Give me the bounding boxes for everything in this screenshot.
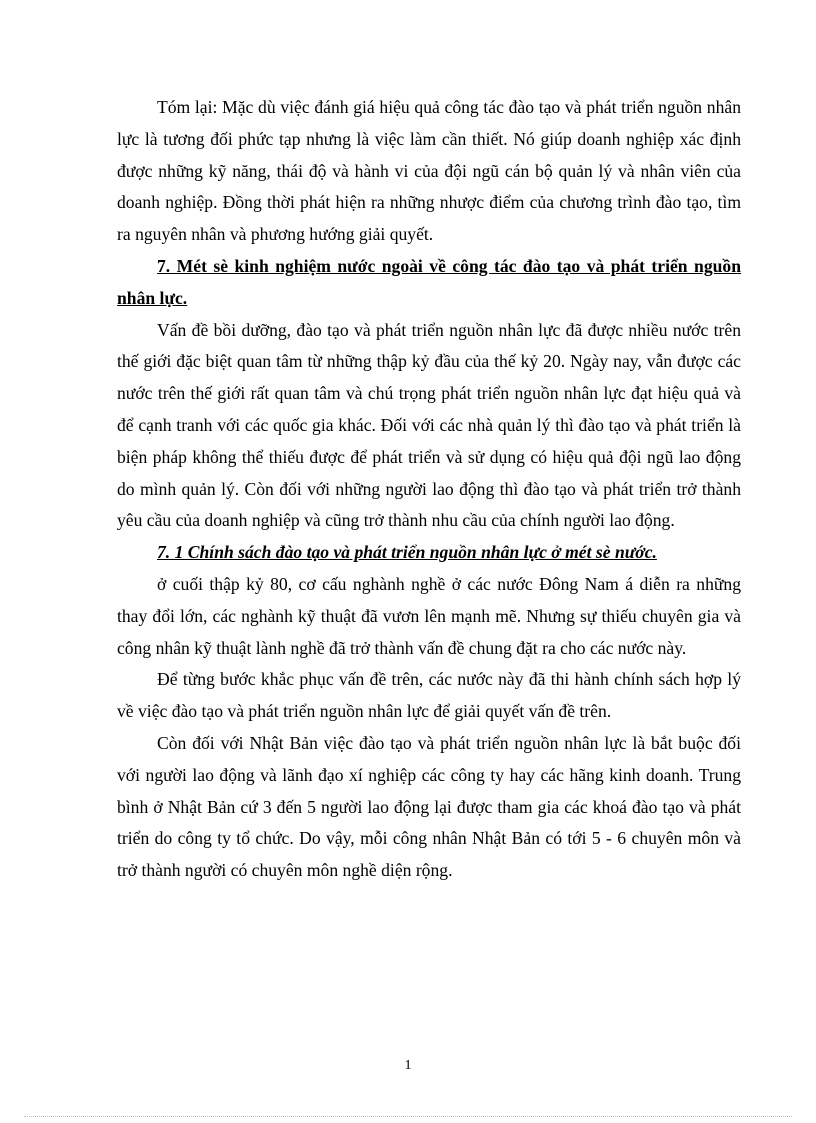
document-body bbox=[117, 92, 741, 887]
paragraph-intro: Vấn đề bồi dưỡng, đào tạo và phát triển nguồn nhân lực đã được nhiều nước trên thế giới đặc biệt quan tâm từ những thập kỷ đầu của thế kỷ 20. Ngày nay, vẫn được các nước trên thế giới rất quan tâm và chú trọng phát triển nguồn nhân lực đạt hiệu quả và để cạnh tranh với các quốc gia khác. Đối với các nhà quản lý thì đào tạo và phát triển là biện pháp không thể thiếu được để phát triển và sử dụng có hiệu quả đội ngũ lao động do mình quản lý. Còn đối với những người lao động thì đào tạo và phát triển trở thành yêu cầu của doanh nghiệp và cũng trở thành nhu cầu của chính người lao động. bbox=[117, 319, 741, 531]
paragraph-policy: Để từng bước khắc phục vấn đề trên, các nước này đã thi hành chính sách hợp lý về việc đào tạo và phát triển nguồn nhân lực để giải quyết vấn đề trên. bbox=[117, 669, 741, 722]
section-heading-7: 7. Mét sè kinh nghiệm nước ngoài về công tác đào tạo và phát triển nguồn nhân lực. bbox=[117, 255, 741, 308]
subsection-heading-7-1: 7. 1 Chính sách đào tạo và phát triển nguồn nhân lực ở mét sè nước. bbox=[157, 542, 657, 563]
paragraph-southeast-asia: ở cuối thập kỷ 80, cơ cấu nghành nghề ở các nước Đông Nam á diễn ra những thay đổi lớn, các nghành kỹ thuật đã vươn lên mạnh mẽ. Nhưng sự thiếu chuyên gia và công nhân kỹ thuật lành nghề đã trở thành vấn đề chung đặt ra cho các nước này. bbox=[117, 573, 741, 658]
paragraph-summary: Tóm lại: Mặc dù việc đánh giá hiệu quả công tác đào tạo và phát triển nguồn nhân lực là tương đối phức tạp nhưng là việc làm cần thiết. Nó giúp doanh nghiệp xác định được những kỹ năng, thái độ và hành vi của đội ngũ cán bộ quản lý và nhân viên của doanh nghiệp. Đồng thời phát hiện ra những nhược điểm của chương trình đào tạo, tìm ra nguyên nhân và phương hướng giải quyết. bbox=[117, 97, 741, 245]
page-number: 1 bbox=[404, 1058, 412, 1073]
page-bottom-divider bbox=[24, 1116, 792, 1117]
paragraph-japan: Còn đối với Nhật Bản việc đào tạo và phát triển nguồn nhân lực là bắt buộc đối với người lao động và lãnh đạo xí nghiệp các công ty hay các hãng kinh doanh. Trung bình ở Nhật Bản cứ 3 đến 5 người lao động lại được tham gia các khoá đào tạo và phát triển do công ty tổ chức. Do vậy, mỗi công nhân Nhật Bản có tới 5 - 6 chuyên môn và trở thành người có chuyên môn nghề diện rộng. bbox=[117, 732, 741, 881]
